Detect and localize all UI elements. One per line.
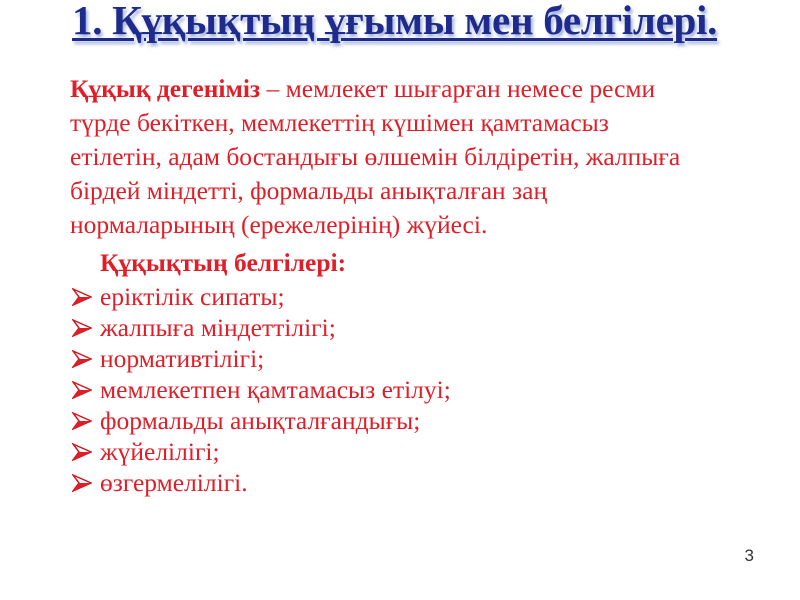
arrow-bullet-icon	[72, 474, 100, 492]
feature-item	[72, 436, 451, 467]
feature-text: еріктілік сипаты;	[100, 282, 285, 311]
arrow-bullet-icon	[72, 288, 100, 306]
feature-text: жалпыға міндеттілігі;	[100, 313, 336, 342]
definition-text: – мемлекет шығарған немесе ресми	[260, 74, 656, 103]
definition-line-1	[70, 72, 750, 106]
feature-item	[72, 281, 451, 312]
feature-item	[72, 467, 451, 498]
feature-item	[72, 374, 451, 405]
definition-line-2: түрде бекіткен, мемлекеттің күшімен қамтамасыз	[70, 108, 609, 137]
slide-title: 1. Құқықтың ұғымы мен белгілері.	[72, 0, 718, 43]
feature-item	[72, 405, 451, 436]
arrow-bullet-icon	[72, 319, 100, 337]
feature-item	[72, 343, 451, 374]
features-heading: Құқықтың белгілері:	[100, 248, 347, 277]
feature-text: жүйелілігі;	[100, 437, 220, 466]
feature-text: нормативтілігі;	[100, 344, 265, 373]
feature-text: формальды анықталғандығы;	[100, 406, 421, 435]
definition-term: Құқық дегеніміз	[70, 74, 261, 103]
feature-text: мемлекетпен қамтамасыз етілуі;	[100, 375, 451, 404]
arrow-bullet-icon	[72, 350, 100, 368]
page-number: 3	[744, 546, 754, 565]
feature-item	[72, 312, 451, 343]
definition-line-3: етілетін, адам бостандығы өлшемін білдіретін, жалпыға	[70, 142, 681, 171]
arrow-bullet-icon	[72, 412, 100, 430]
definition-line-4: бірдей міндетті, формальды анықталған заң	[70, 176, 548, 205]
features-list	[72, 281, 451, 498]
arrow-bullet-icon	[72, 443, 100, 461]
arrow-bullet-icon	[72, 381, 100, 399]
definition-paragraph	[70, 72, 750, 242]
definition-line-5: нормаларының (ережелерінің) жүйесі.	[70, 210, 488, 239]
feature-text: өзгермелілігі.	[100, 468, 248, 497]
